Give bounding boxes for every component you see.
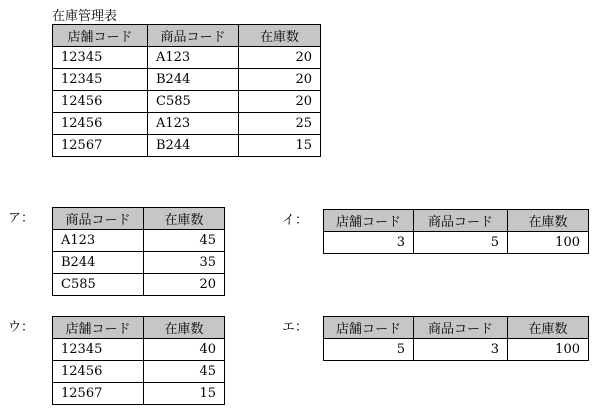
column-header-stock: 在庫数 [239, 25, 321, 47]
product-code-count-cell: 3 [414, 339, 508, 361]
stock-cell: 40 [144, 339, 225, 361]
column-header-product-code: 商品コード [53, 208, 144, 230]
table-header-row [324, 210, 589, 232]
option-a-table [52, 207, 225, 296]
option-u-label: ウ： [8, 320, 35, 335]
store-code-cell: 12456 [53, 113, 148, 135]
stock-cell: 25 [239, 113, 321, 135]
product-code-count-cell: 5 [414, 232, 508, 254]
table-title: 在庫管理表 [52, 9, 118, 24]
table-header-row [53, 208, 225, 230]
store-code-count-cell: 5 [324, 339, 414, 361]
stock-cell: 20 [144, 274, 225, 296]
table-header-row [53, 25, 321, 47]
product-code-cell: B244 [148, 69, 239, 91]
product-code-cell: B244 [148, 135, 239, 157]
option-i-label: イ： [282, 213, 309, 228]
stock-cell: 15 [239, 135, 321, 157]
column-header-store-code: 店舗コード [53, 317, 144, 339]
column-header-stock: 在庫数 [144, 317, 225, 339]
store-code-cell: 12345 [53, 69, 148, 91]
column-header-stock: 在庫数 [144, 208, 225, 230]
product-code-cell: C585 [53, 274, 144, 296]
column-header-stock: 在庫数 [508, 210, 589, 232]
table-row [53, 47, 321, 69]
product-code-cell: A123 [148, 47, 239, 69]
store-code-count-cell: 3 [324, 232, 414, 254]
stock-cell: 15 [144, 383, 225, 405]
store-code-cell: 12456 [53, 361, 144, 383]
stock-cell: 20 [239, 91, 321, 113]
option-i-table [323, 209, 589, 254]
option-e-label: エ： [282, 320, 309, 335]
table-row [53, 274, 225, 296]
table-row [53, 69, 321, 91]
product-code-cell: B244 [53, 252, 144, 274]
stock-cell: 45 [144, 230, 225, 252]
stock-cell: 100 [508, 232, 589, 254]
column-header-store-code: 店舗コード [53, 25, 148, 47]
store-code-cell: 12567 [53, 383, 144, 405]
option-u-table [52, 316, 225, 405]
table-row [324, 232, 589, 254]
store-code-cell: 12456 [53, 91, 148, 113]
column-header-product-code: 商品コード [414, 317, 508, 339]
column-header-stock: 在庫数 [508, 317, 589, 339]
option-a-label: ア： [8, 211, 35, 226]
stock-cell: 20 [239, 47, 321, 69]
column-header-product-code: 商品コード [148, 25, 239, 47]
column-header-store-code: 店舗コード [324, 317, 414, 339]
table-row [53, 135, 321, 157]
product-code-cell: A123 [53, 230, 144, 252]
table-row [53, 339, 225, 361]
stock-cell: 45 [144, 361, 225, 383]
table-header-row [324, 317, 589, 339]
table-row [324, 339, 589, 361]
column-header-store-code: 店舗コード [324, 210, 414, 232]
table-row [53, 91, 321, 113]
column-header-product-code: 商品コード [414, 210, 508, 232]
product-code-cell: C585 [148, 91, 239, 113]
store-code-cell: 12345 [53, 339, 144, 361]
table-row [53, 230, 225, 252]
stock-cell: 35 [144, 252, 225, 274]
table-row [53, 252, 225, 274]
table-row [53, 383, 225, 405]
product-code-cell: A123 [148, 113, 239, 135]
stock-cell: 100 [508, 339, 589, 361]
option-e-table [323, 316, 589, 361]
table-row [53, 361, 225, 383]
store-code-cell: 12567 [53, 135, 148, 157]
table-row [53, 113, 321, 135]
inventory-table [52, 24, 321, 157]
stock-cell: 20 [239, 69, 321, 91]
store-code-cell: 12345 [53, 47, 148, 69]
table-header-row [53, 317, 225, 339]
